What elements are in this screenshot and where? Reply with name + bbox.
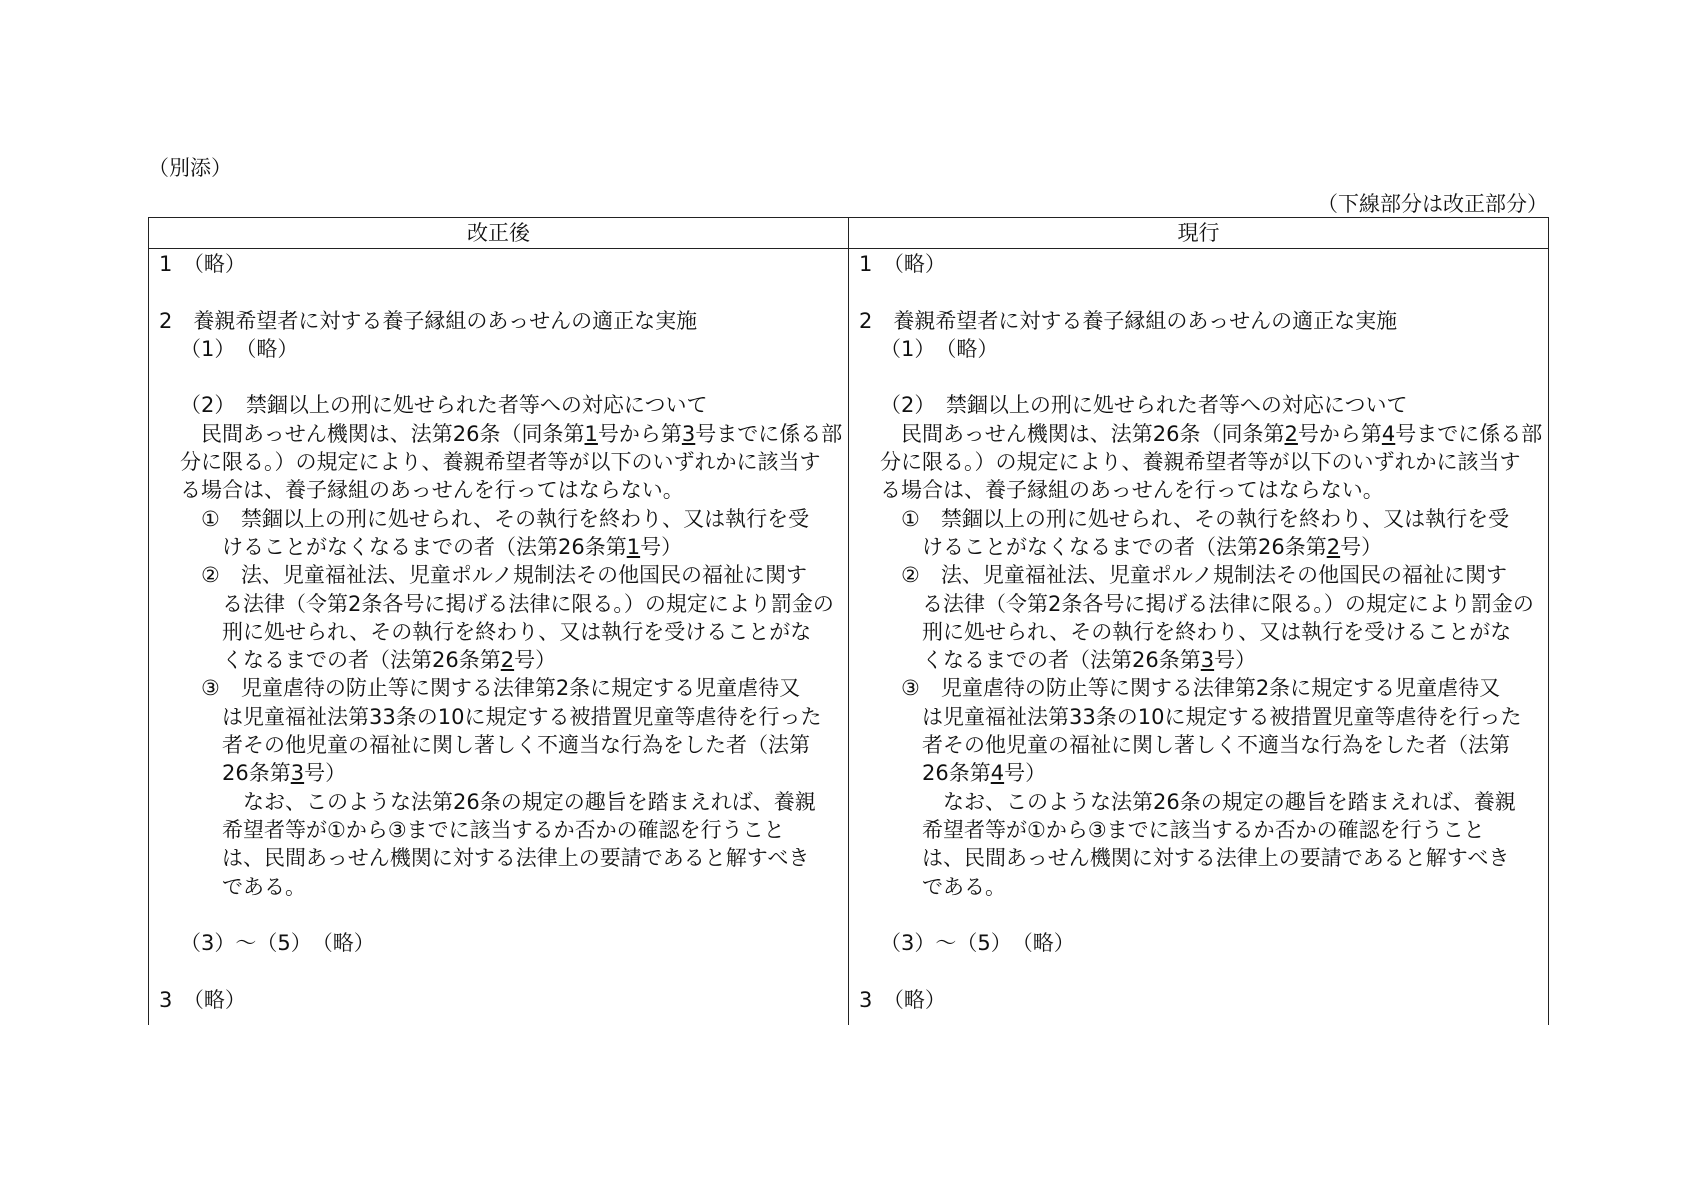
text-segment: 者その他児童の福祉に関し著しく不適当な行為をした者（法第 — [222, 733, 810, 758]
text-segment: 号） — [1214, 648, 1257, 673]
text-segment: 刑に処せられ、その執行を終わり、又は執行を受けることがな — [922, 619, 1512, 644]
underline-note: （下線部分は改正部分） — [1317, 192, 1548, 216]
text-segment: 者その他児童の福祉に関し著しく不適当な行為をした者（法第 — [922, 733, 1510, 758]
text-segment: くなるまでの者（法第26条第 — [922, 648, 1201, 673]
text-segment: は、民間あっせん機関に対する法律上の要請であると解すべき — [222, 846, 810, 871]
text-line — [859, 731, 1538, 759]
text-line — [159, 561, 838, 589]
text-line — [859, 873, 1538, 901]
amended-text: 3 — [681, 421, 696, 446]
text-segment: ③ 児童虐待の防止等に関する法律第2条に規定する児童虐待又 — [901, 676, 1501, 701]
text-segment: である。 — [222, 874, 306, 899]
text-line — [159, 278, 838, 306]
text-line — [859, 590, 1538, 618]
text-segment: 希望者等が①から③までに該当するか否かの確認を行うこと — [922, 817, 1485, 842]
text-line — [859, 674, 1538, 702]
text-segment: 号から第 — [1297, 421, 1382, 446]
amended-text: 1 — [626, 534, 641, 559]
text-segment: なお、このような法第26条の規定の趣旨を踏まえれば、養親 — [243, 789, 816, 814]
text-segment: 26条第 — [222, 761, 291, 786]
text-line — [859, 986, 1538, 1014]
text-segment: は児童福祉法第33条の10に規定する被措置児童等虐待を行った — [922, 704, 1522, 729]
column-revised — [149, 249, 849, 1025]
amended-text: 1 — [584, 421, 598, 446]
attachment-label: （別添） — [148, 156, 232, 180]
text-line — [859, 391, 1538, 419]
text-line — [859, 505, 1538, 533]
text-line — [859, 618, 1538, 646]
amended-text: 4 — [1381, 421, 1396, 446]
text-line — [159, 307, 838, 335]
text-segment: は、民間あっせん機関に対する法律上の要請であると解すべき — [922, 846, 1510, 871]
text-line — [159, 391, 838, 419]
text-line — [859, 476, 1538, 504]
text-segment: くなるまでの者（法第26条第 — [222, 648, 501, 673]
text-line — [859, 448, 1538, 476]
text-segment: 分に限る。）の規定により、養親希望者等が以下のいずれかに該当す — [180, 450, 821, 475]
text-segment: 3 （略） — [859, 987, 946, 1012]
text-line — [859, 844, 1538, 872]
text-segment: 号） — [514, 648, 557, 673]
text-segment: 民間あっせん機関は、法第26条（同条第 — [901, 421, 1285, 446]
text-line — [159, 448, 838, 476]
text-line — [159, 844, 838, 872]
text-line — [859, 646, 1538, 674]
text-segment: なお、このような法第26条の規定の趣旨を踏まえれば、養親 — [943, 789, 1516, 814]
text-segment: る場合は、養子縁組のあっせんを行ってはならない。 — [880, 478, 1384, 503]
text-line — [159, 986, 838, 1014]
text-line — [159, 646, 838, 674]
text-segment: 2 養親希望者に対する養子縁組のあっせんの適正な実施 — [859, 308, 1398, 333]
text-line — [859, 957, 1538, 985]
column-current — [849, 249, 1548, 1025]
text-line — [159, 788, 838, 816]
text-line — [859, 788, 1538, 816]
text-line — [859, 929, 1538, 957]
text-segment: 号） — [1004, 761, 1047, 786]
amended-text: 2 — [1284, 421, 1298, 446]
text-segment: 号） — [640, 534, 683, 559]
text-segment: （1） （略） — [880, 336, 999, 361]
text-segment: （3）～（5） （略） — [180, 931, 375, 956]
text-line — [159, 674, 838, 702]
text-segment: （2） 禁錮以上の刑に処せられた者等への対応について — [180, 393, 708, 418]
text-segment: ① 禁錮以上の刑に処せられ、その執行を終わり、又は執行を受 — [201, 506, 810, 531]
text-line — [159, 420, 843, 448]
text-line — [159, 731, 838, 759]
text-line — [159, 363, 838, 391]
header-revised: 改正後 — [149, 218, 849, 249]
text-segment: 1 （略） — [859, 252, 946, 276]
text-line — [159, 505, 838, 533]
text-segment: 号から第 — [597, 421, 682, 446]
text-segment: （3）～（5） （略） — [880, 931, 1075, 956]
text-line — [159, 533, 838, 561]
text-segment: （1） （略） — [180, 336, 299, 361]
text-line — [859, 759, 1538, 787]
text-segment: る法律（令第2条各号に掲げる法律に限る。）の規定により罰金の — [922, 591, 1534, 616]
text-line — [859, 363, 1538, 391]
text-segment: 希望者等が①から③までに該当するか否かの確認を行うこと — [222, 817, 785, 842]
text-segment: けることがなくなるまでの者（法第26条第 — [922, 534, 1327, 559]
text-segment: 号までに係る部 — [695, 421, 843, 446]
text-line — [159, 703, 838, 731]
text-line — [159, 476, 838, 504]
text-line — [859, 816, 1538, 844]
text-segment: る場合は、養子縁組のあっせんを行ってはならない。 — [180, 478, 684, 503]
text-segment: 号） — [1340, 534, 1383, 559]
text-segment: 1 （略） — [159, 252, 246, 276]
amended-text: 3 — [1200, 648, 1215, 673]
text-line — [859, 278, 1538, 306]
text-line — [859, 307, 1538, 335]
text-segment: 分に限る。）の規定により、養親希望者等が以下のいずれかに該当す — [880, 450, 1521, 475]
text-segment: 民間あっせん機関は、法第26条（同条第 — [201, 421, 585, 446]
text-segment: （2） 禁錮以上の刑に処せられた者等への対応について — [880, 393, 1408, 418]
text-line — [859, 703, 1538, 731]
comparison-table — [148, 217, 1549, 1025]
text-segment: 26条第 — [922, 761, 991, 786]
text-line — [159, 759, 838, 787]
text-line — [859, 335, 1538, 363]
text-segment: 号） — [304, 761, 347, 786]
text-line — [159, 816, 838, 844]
text-line — [859, 420, 1543, 448]
text-line — [159, 618, 838, 646]
text-line — [159, 929, 838, 957]
text-segment: ② 法、児童福祉法、児童ポルノ規制法その他国民の福祉に関す — [901, 563, 1507, 588]
text-line — [859, 533, 1538, 561]
text-segment: 号までに係る部 — [1395, 421, 1543, 446]
amended-text: 2 — [500, 648, 515, 673]
amended-text: 4 — [990, 761, 1005, 786]
text-segment: る法律（令第2条各号に掲げる法律に限る。）の規定により罰金の — [222, 591, 834, 616]
text-line — [859, 901, 1538, 929]
text-segment: 2 養親希望者に対する養子縁組のあっせんの適正な実施 — [159, 308, 698, 333]
text-line — [159, 957, 838, 985]
text-segment: である。 — [922, 874, 1006, 899]
text-segment: ① 禁錮以上の刑に処せられ、その執行を終わり、又は執行を受 — [901, 506, 1510, 531]
text-line — [859, 250, 1538, 278]
text-segment: は児童福祉法第33条の10に規定する被措置児童等虐待を行った — [222, 704, 822, 729]
text-line — [859, 561, 1538, 589]
text-segment: 刑に処せられ、その執行を終わり、又は執行を受けることがな — [222, 619, 812, 644]
text-segment: ② 法、児童福祉法、児童ポルノ規制法その他国民の福祉に関す — [201, 563, 807, 588]
amended-text: 2 — [1326, 534, 1341, 559]
text-line — [159, 873, 838, 901]
text-line — [159, 250, 838, 278]
text-segment: 3 （略） — [159, 987, 246, 1012]
header-current: 現行 — [849, 218, 1548, 249]
text-segment: ③ 児童虐待の防止等に関する法律第2条に規定する児童虐待又 — [201, 676, 801, 701]
text-line — [159, 335, 838, 363]
text-line — [159, 590, 838, 618]
text-segment: けることがなくなるまでの者（法第26条第 — [222, 534, 627, 559]
amended-text: 3 — [290, 761, 305, 786]
text-line — [159, 901, 838, 929]
